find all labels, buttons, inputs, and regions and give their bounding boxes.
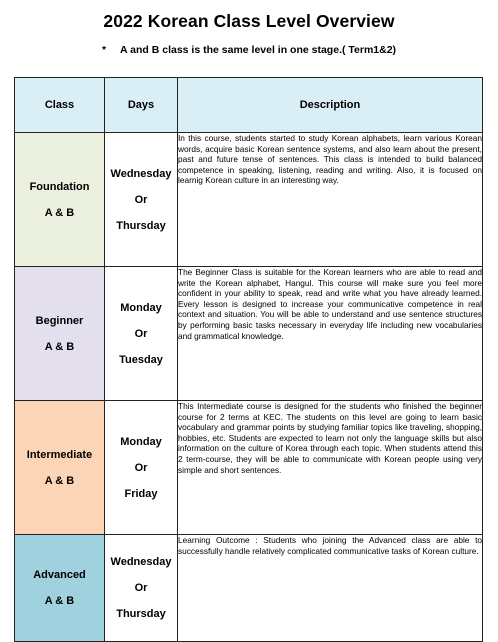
class-sub: A & B xyxy=(44,340,75,353)
class-name: Advanced xyxy=(33,569,86,581)
day-option: Monday xyxy=(120,435,162,448)
day-option: Thursday xyxy=(116,608,166,620)
days-cell xyxy=(105,401,178,535)
description-cell: This Intermediate course is designed for the students who finished the beginner course for 2 terms at KEC. The students on this level are going to learn basic vocabulary and grammar points by studying familiar topics like traveling, shopping, hobbies, etc. Students are expected to learn not only the language skills but also information on the culture of Korea through each topic. When students attend this 2 term-course, they will be able to communicate with Korean people using very simple and short sentences. xyxy=(178,401,483,535)
day-or: Or xyxy=(134,461,148,474)
class-name: Beginner xyxy=(35,314,84,327)
description-cell: Learning Outcome : Students who joining the Advanced class are able to successfully handle relatively complicated communicative tasks of Korean culture. xyxy=(178,535,483,642)
class-name: Intermediate xyxy=(26,448,93,461)
table-row xyxy=(15,401,483,535)
table-row xyxy=(15,267,483,401)
description-cell: The Beginner Class is suitable for the Korean learners who are able to read and write the Korean alphabet, Hangul. This course will make sure you feel more confident in your ability to speak, read and write what you have already learned. Every lesson is designed to increase your communicative competence in real context and situation. You will be able to understand and use sentence structures by performing basic tasks necessary in everyday life including new vocabularies and grammatical knowledge. xyxy=(178,267,483,401)
days-cell xyxy=(105,133,178,267)
page-title: 2022 Korean Class Level Overview xyxy=(103,11,395,31)
class-cell-beginner xyxy=(15,267,105,401)
day-option: Wednesday xyxy=(110,167,172,180)
days-cell xyxy=(105,267,178,401)
header-days: Days xyxy=(105,78,178,133)
class-sub: A & B xyxy=(44,595,75,607)
class-cell-advanced xyxy=(15,535,105,642)
days-cell xyxy=(105,535,178,642)
class-level-table xyxy=(14,77,483,642)
day-or: Or xyxy=(134,193,148,206)
day-or: Or xyxy=(134,582,148,594)
header-description: Description xyxy=(178,78,483,133)
day-option: Wednesday xyxy=(110,556,172,568)
class-sub: A & B xyxy=(44,206,75,219)
table-row xyxy=(15,133,483,267)
class-name: Foundation xyxy=(29,180,90,193)
header-class: Class xyxy=(15,78,105,133)
day-option: Thursday xyxy=(116,219,166,232)
note-text: A and B class is the same level in one stage.( Term1&2) xyxy=(120,44,397,56)
description-cell: In this course, students started to study Korean alphabets, learn various Korean words, acquire basic Korean sentence systems, and also learn about the present, past and future tense of sentences. This class is intended to build balanced competence in speaking, listening, reading and writing. Also, it is focused on learnig Korean culture in an interesting way. xyxy=(178,133,483,267)
table-header-row xyxy=(15,78,483,133)
day-option: Friday xyxy=(124,487,158,500)
table-row xyxy=(15,535,483,642)
note-bullet: * xyxy=(101,44,107,56)
day-or: Or xyxy=(134,327,148,340)
class-cell-intermediate xyxy=(15,401,105,535)
level-note xyxy=(0,44,498,56)
day-option: Tuesday xyxy=(119,353,163,366)
class-cell-foundation xyxy=(15,133,105,267)
day-option: Monday xyxy=(120,301,162,314)
class-sub: A & B xyxy=(44,474,75,487)
